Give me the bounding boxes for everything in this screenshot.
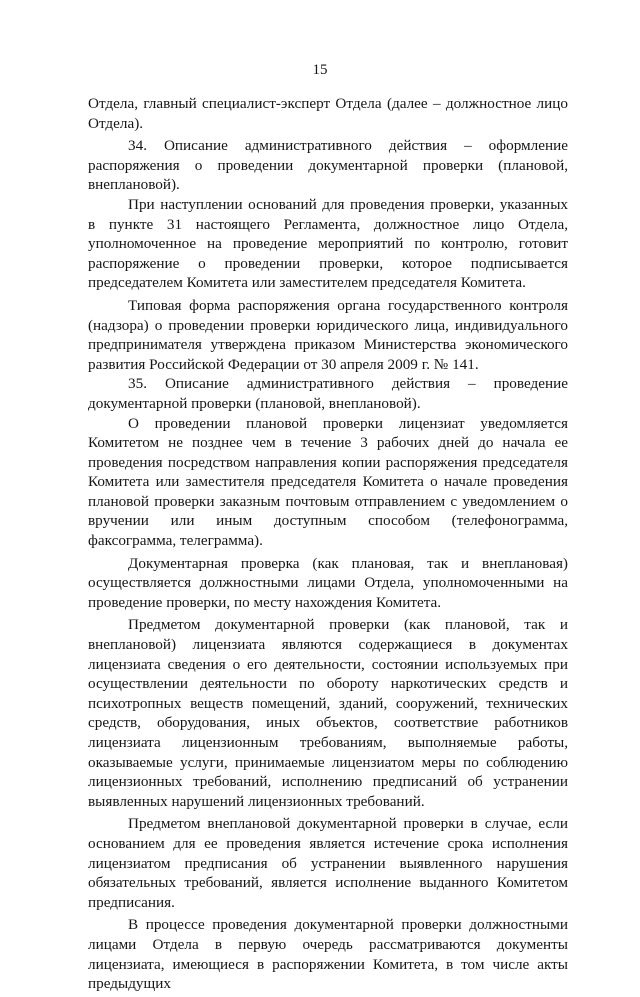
paragraph-item-34: 34. Описание административного действия – оформление распоряжения о проведении документарной проверки (плановой, внеплановой). bbox=[88, 137, 568, 194]
document-body bbox=[88, 94, 568, 997]
paragraph-unscheduled-subject: Предметом внеплановой документарной проверки в случае, если основанием для ее проведения является истечение срока исполнения лицензиатом предписания об устранении выявленного нарушения обязательных требований, является исполнение выданного Комитетом предписания. bbox=[88, 815, 568, 911]
paragraph-item-35: 35. Описание административного действия – проведение документарной проверки (плановой, внеплановой). bbox=[88, 375, 568, 412]
paragraph-notification: О проведении плановой проверки лицензиат уведомляется Комитетом не позднее чем в течение 3 рабочих дней до начала ее проведения посредством направления копии распоряжения председателя Комитета или заместителя председателя Комитета о начале проведения плановой проверки заказным почтовым отправлением с уведомлением о вручении или иным доступным способом (телефонограмма, факсограмма, телеграмма). bbox=[88, 414, 568, 550]
paragraph-review-process: В процессе проведения документарной проверки должностными лицами Отдела в первую очередь рассматриваются документы лицензиата, имеющиеся в распоряжении Комитета, в том числе акты предыдущих bbox=[88, 916, 568, 993]
paragraph-standard-form: Типовая форма распоряжения органа государственного контроля (надзора) о проведении проверки юридического лица, индивидуального предпринимателя утверждена приказом Министерства экономического развития Российской Федерации от 30 апреля 2009 г. № 141. bbox=[88, 296, 568, 373]
paragraph-order-preparation: При наступлении оснований для проведения проверки, указанных в пункте 31 настоящего Регламента, должностное лицо Отдела, уполномоченное на проведение мероприятий по контролю, готовит распоряжение о проведении проверки, которое подписывается председателем Комитета или заместителем председателя Комитета. bbox=[88, 195, 568, 292]
page-number: 15 bbox=[312, 62, 328, 78]
paragraph-inspection-location: Документарная проверка (как плановая, так и внеплановая) осуществляется должностными лицами Отдела, уполномоченными на проведение проверки, по месту нахождения Комитета. bbox=[88, 554, 568, 611]
paragraph-continuation: Отдела, главный специалист-эксперт Отдела (далее – должностное лицо Отдела). bbox=[88, 95, 568, 132]
paragraph-inspection-subject: Предметом документарной проверки (как плановой, так и внеплановой) лицензиата являются содержащиеся в документах лицензиата сведения о его деятельности, состоянии используемых при осуществлении деятельности по обороту наркотических средств и психотропных веществ помещений, зданий, сооружений, технических средств, оборудования, иных объектов, соответствие работников лицензиата лицензионным требованиям, выполняемые работы, оказываемые услуги, принимаемые лицензиатом меры по соблюдению лицензионных требований, исполнению предписаний об устранении выявленных нарушений лицензионных требований. bbox=[88, 616, 568, 810]
